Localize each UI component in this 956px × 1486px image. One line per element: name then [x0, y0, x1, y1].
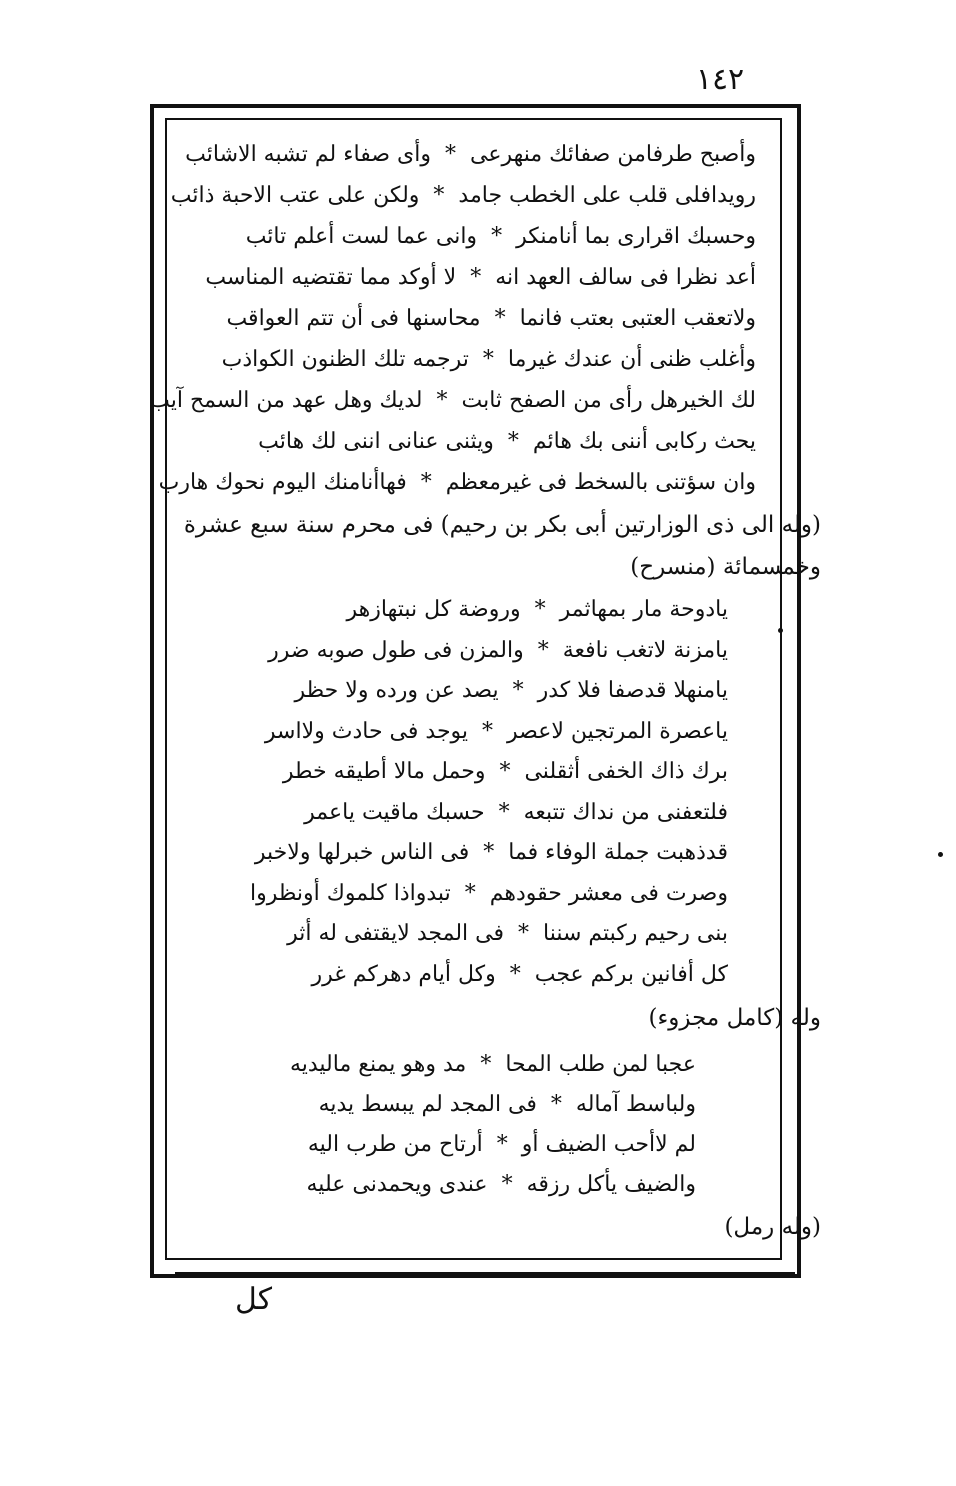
section-heading-3: (وله رمل)	[724, 1214, 821, 1240]
verse-first-hemistich: يادوحة مار بمهاثمر	[559, 597, 728, 622]
verse-line	[295, 676, 729, 706]
verse-second-hemistich: لا أوكد مما تقتضيه المناسب	[205, 265, 457, 290]
verse-first-hemistich: برك ذاك الخفى أثقلنى	[524, 759, 728, 784]
verse-second-hemistich: محاسنها فى أن تتم العواقب	[226, 306, 481, 331]
section-heading-1: (وله الى ذى الوزارتين أبى بكر بن رحيم) فى محرم سنة سبع عشرة	[183, 512, 821, 538]
verse-second-hemistich: وأى صفاء لم تشبه الاشائب	[185, 142, 432, 167]
verse-first-hemistich: يامنهلا قدصفا فلا كدر	[537, 678, 728, 703]
verse-line	[159, 468, 756, 498]
verse-separator: *	[480, 1052, 492, 1077]
verse-separator: *	[507, 429, 519, 454]
verse-second-hemistich: وروضة كل نبتهازهر	[346, 597, 521, 622]
verse-separator: *	[436, 388, 448, 413]
verse-second-hemistich: وكل أيام دهركم غرر	[311, 961, 496, 987]
verse-separator: *	[534, 597, 546, 622]
verse-separator: *	[433, 183, 445, 208]
bottom-rule	[175, 1272, 795, 1277]
verse-line	[226, 304, 756, 334]
verse-separator: *	[499, 759, 511, 784]
verse-separator: *	[491, 224, 503, 249]
verse-separator: *	[470, 265, 482, 290]
verse-second-hemistich: ترجمه تلك الظنون الكواذب	[221, 347, 469, 372]
verse-second-hemistich: فى المجد لم يبسط يديه	[318, 1092, 537, 1117]
verse-separator: *	[537, 637, 549, 663]
verse-first-hemistich: عجبا لمن طلب المحا	[505, 1052, 696, 1077]
verse-first-hemistich: وأغلب ظنى أن عندك غيرما	[507, 347, 756, 372]
verse-line	[287, 919, 728, 949]
verse-second-hemistich: ولكن على عتب الاحبة ذائب	[170, 183, 420, 208]
section-heading-2: وله (كامل مجزوء)	[648, 1005, 821, 1031]
verse-line	[307, 1170, 696, 1200]
verse-second-hemistich: وانى عما لست أعلم تائب	[245, 224, 478, 249]
ink-speck	[778, 628, 783, 633]
verse-line	[171, 181, 756, 211]
verse-first-hemistich: كل أفانين بركم عجب	[534, 961, 728, 987]
verse-second-hemistich: وحمل مالا أطيقه خطر	[282, 759, 486, 784]
verse-second-hemistich: يوجد فى حادث ولااسر	[264, 718, 469, 744]
verse-first-hemistich: ياعصرة المرتجين لاعصر	[507, 718, 728, 744]
verse-second-hemistich: مد وهو يمنع ماليديه	[289, 1052, 467, 1077]
verse-line	[258, 427, 756, 457]
ink-speck	[938, 852, 943, 857]
verse-separator: *	[420, 470, 432, 495]
verse-separator: *	[482, 347, 494, 372]
verse-first-hemistich: وأصبح طرفامن صفائك منهرعى	[470, 142, 756, 167]
verse-first-hemistich: والضيف يأكل رزقه	[526, 1172, 696, 1197]
verse-first-hemistich: بنى رحيم ركبتم سننا	[542, 921, 728, 946]
verse-first-hemistich: ولباسط آماله	[575, 1092, 696, 1117]
verse-separator: *	[496, 1132, 508, 1157]
verse-first-hemistich: يامزنة لاتغب نافعة	[562, 637, 728, 663]
verse-line	[222, 345, 756, 375]
verse-separator: *	[494, 306, 506, 331]
verse-line	[265, 717, 728, 747]
verse-first-hemistich: أعد نظرا فى سالف العهد انه	[495, 265, 756, 290]
verse-first-hemistich: لك الخيرهل رأى من الصفح ثابت	[461, 388, 756, 413]
catchword: كل	[235, 1282, 273, 1317]
verse-line	[149, 386, 756, 416]
verse-line	[312, 960, 728, 990]
verse-separator: *	[550, 1092, 562, 1117]
verse-first-hemistich: لم لاأحب الضيف أو	[521, 1132, 696, 1157]
verse-separator: *	[498, 799, 510, 825]
verse-line	[290, 1050, 696, 1080]
verse-first-hemistich: وصرت فى معشر حقودهم	[489, 880, 728, 906]
verse-second-hemistich: فى الناس خبرلها ولاخبر	[254, 840, 470, 865]
verse-line	[268, 636, 728, 666]
verse-first-hemistich: رويدافلى قلب على الخطب جامد	[458, 183, 756, 208]
section-heading-1-cont: وخمسمائة (منسرح)	[630, 554, 821, 580]
verse-line	[347, 595, 728, 625]
verse-first-hemistich: وحسبك اقرارى بما أنامنكر	[516, 224, 756, 249]
verse-second-hemistich: عندى ويحمدنى عليه	[306, 1172, 488, 1197]
verse-separator: *	[501, 1172, 513, 1197]
verse-line	[246, 222, 756, 252]
verse-line	[304, 798, 728, 828]
verse-second-hemistich: فى المجد لايقتفى له أثر	[287, 921, 504, 946]
verse-separator: *	[464, 880, 476, 906]
verse-line	[308, 1130, 696, 1160]
verse-line	[283, 757, 728, 787]
verse-first-hemistich: وان سؤتنى بالسخط فى غيرمعظم	[445, 470, 756, 495]
verse-second-hemistich: يصد عن ورده ولا حظر	[294, 678, 499, 703]
verse-second-hemistich: فهاأنامنك اليوم نحوك هارب	[158, 470, 407, 495]
verse-line	[205, 263, 756, 293]
verse-separator: *	[482, 718, 494, 744]
verse-separator: *	[517, 921, 529, 946]
verse-line	[185, 140, 756, 170]
verse-second-hemistich: والمزن فى طول صوبه ضرر	[268, 637, 524, 663]
verse-first-hemistich: فلتعفنى من نداك تتبعه	[523, 799, 728, 825]
verse-second-hemistich: تبدواذا كلموك أونظروا	[250, 880, 451, 906]
verse-second-hemistich: لديك وهل عهد من السمح آيب	[149, 388, 423, 413]
verse-line	[250, 879, 728, 909]
verse-second-hemistich: أرتاح من طرب اليه	[307, 1132, 483, 1157]
verse-separator: *	[483, 840, 495, 865]
verse-line	[255, 838, 728, 868]
verse-line	[319, 1090, 696, 1120]
verse-first-hemistich: يحث ركابى أننى بك هائم	[532, 429, 756, 454]
verse-first-hemistich: ولاتعقب العتبى بعتب فانما	[519, 306, 756, 331]
verse-separator: *	[512, 678, 524, 703]
page-number: ١٤٢	[695, 62, 745, 97]
verse-separator: *	[445, 142, 457, 167]
verse-separator: *	[509, 961, 521, 987]
verse-second-hemistich: ويثنى عنانى اننى لك هائب	[258, 429, 494, 454]
verse-first-hemistich: قدذهبت جملة الوفاء فما	[508, 840, 728, 865]
verse-second-hemistich: حسبك ماقيت ياعمر	[304, 799, 485, 825]
